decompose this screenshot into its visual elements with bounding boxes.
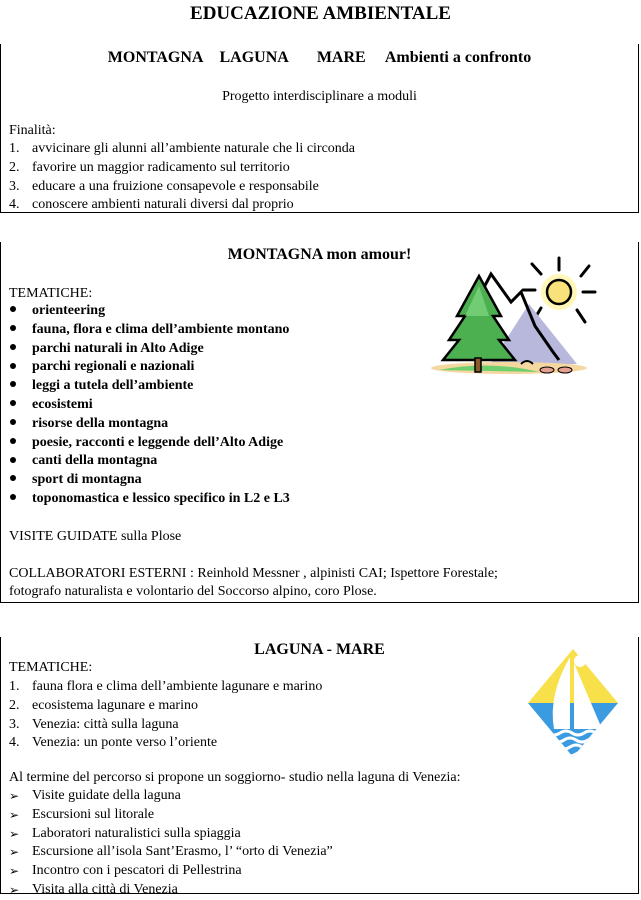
list-text: Visita alla città di Venezia [32,881,178,897]
list-number: 1. [9,141,20,156]
list-text: fauna, flora e clima dell’ambiente montano [32,321,290,337]
list-text: parchi naturali in Alto Adige [32,340,204,356]
intro-heading [1,49,638,67]
bullet-icon [10,306,16,312]
list-text: Incontro con i pescatori di Pellestrina [32,863,242,879]
list-text: conoscere ambienti naturali diversi dal proprio [32,197,294,213]
bullet-icon [10,457,16,463]
list-number: 2. [9,159,20,175]
soggiorno-intro: Al termine del percorso si propone un soggiorno- studio nella laguna di Venezia: [9,770,461,785]
tematiche-label: TEMATICHE: [9,660,93,675]
list-text: ecosistemi [32,396,93,412]
sailboat-logo-icon [526,647,620,759]
bullet-icon [10,494,16,500]
montagna-heading: MONTAGNA mon amour! [227,246,412,263]
list-text: Escursione all’isola Sant’Erasmo, l’ “orto di Venezia” [32,844,333,860]
list-text: Venezia: un ponte verso l’oriente [32,735,218,751]
list-text: Venezia: città sulla laguna [32,716,179,732]
heading-laguna: LAGUNA [219,49,289,66]
intro-subtitle: Progetto interdisciplinare a moduli [222,89,417,104]
bullet-icon [10,363,16,369]
bullet-icon [10,438,16,444]
bullet-icon [10,325,16,331]
list-text: Visite guidate della laguna [32,788,181,803]
heading-montagna: MONTAGNA [107,49,204,66]
montagna-box [0,242,639,603]
list-text: orienteering [32,303,106,318]
list-text: toponomastica e lessico specifico in L2 e L3 [32,490,290,506]
list-text: ecosistema lagunare e marino [32,697,198,713]
list-number: 4. [9,735,20,751]
laguna-box [0,637,639,897]
bullet-icon [10,400,16,406]
mountain-tree-sun-icon [429,256,609,376]
document-title: EDUCAZIONE AMBIENTALE [190,3,451,24]
collaboratori-line-2: fotografo naturalista e volontario del Soccorso alpino, coro Plose. [9,584,377,599]
list-text: sport di montagna [32,472,142,488]
finalita-label: Finalità: [9,123,56,138]
bullet-icon [10,381,16,387]
arrow-bullet-icon: ➢ [9,826,20,841]
list-text: leggi a tutela dell’ambiente [32,378,194,394]
list-text: canti della montagna [32,453,158,469]
list-text: parchi regionali e nazionali [32,359,195,375]
list-text: Escursioni sul litorale [32,806,155,822]
visite-guidate: VISITE GUIDATE sulla Plose [9,529,182,544]
list-text: favorire un maggior radicamento sul territorio [32,159,290,175]
arrow-bullet-icon: ➢ [9,845,20,860]
arrow-bullet-icon: ➢ [9,882,20,897]
heading-ambienti: Ambienti a confronto [384,49,532,66]
list-number: 1. [9,679,20,694]
tematiche-label: TEMATICHE: [9,286,93,301]
arrow-bullet-icon: ➢ [9,807,20,822]
list-text: Laboratori naturalistici sulla spiaggia [32,825,241,841]
arrow-bullet-icon: ➢ [9,864,20,879]
bullet-icon [10,419,16,425]
list-number: 3. [9,178,20,194]
list-text: fauna flora e clima dell’ambiente lagunare e marino [32,679,323,694]
list-text: risorse della montagna [32,415,169,431]
intro-box [0,44,639,213]
heading-mare: MARE [316,49,366,66]
arrow-bullet-icon: ➢ [9,789,20,803]
list-text: educare a una fruizione consapevole e responsabile [32,178,319,194]
list-number: 2. [9,697,20,713]
bullet-icon [10,344,16,350]
list-number: 3. [9,716,20,732]
laguna-heading: LAGUNA - MARE [254,641,385,658]
list-number: 4. [9,197,20,213]
list-text: poesie, racconti e leggende dell’Alto Adige [32,434,284,450]
list-text: avvicinare gli alunni all’ambiente naturale che li circonda [32,141,356,156]
bullet-icon [10,475,16,481]
collaboratori-line-1: COLLABORATORI ESTERNI : Reinhold Messner , alpinisti CAI; Ispettore Forestale; [9,566,498,581]
